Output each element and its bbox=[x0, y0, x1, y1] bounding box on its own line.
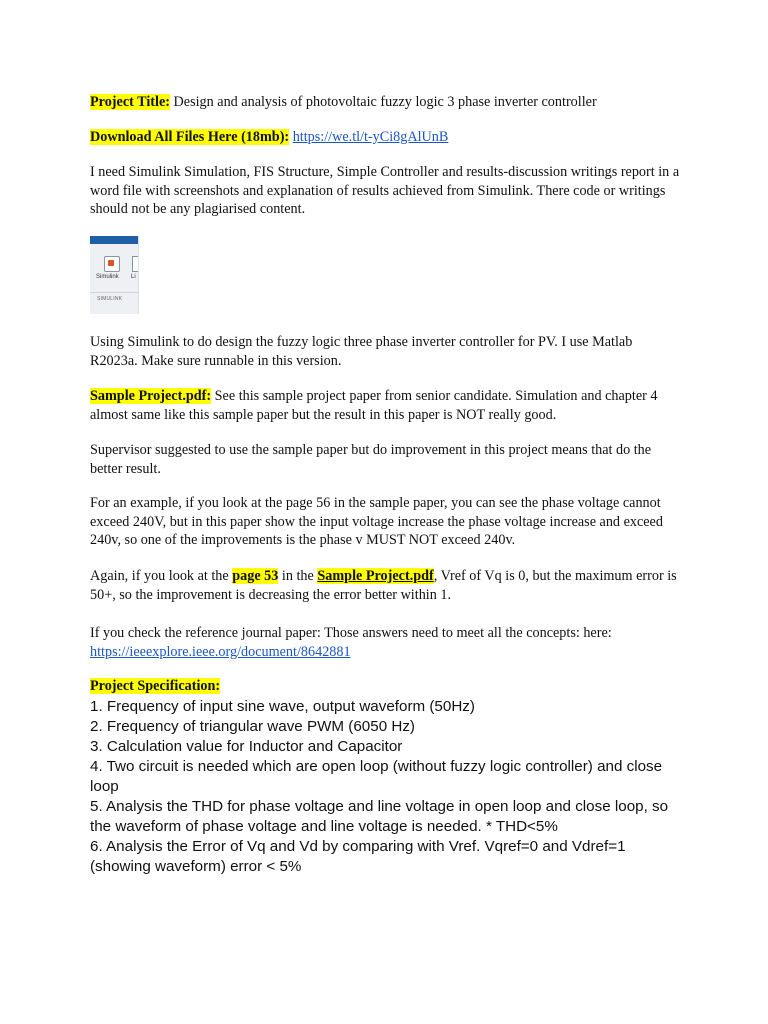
again-part3: , Vref of Vq is 0, but the maximum error is 50+, so the improvement is decreasing the error better within 1. bbox=[90, 568, 677, 603]
sample-project-paragraph bbox=[90, 387, 680, 424]
journal-text: If you check the reference journal paper: Those answers need to meet all the concepts: here: bbox=[90, 625, 612, 641]
simulink-button-label: Simulink bbox=[96, 274, 119, 280]
page-ref-highlight: page 53 bbox=[232, 568, 279, 584]
intro-paragraph: I need Simulink Simulation, FIS Structure, Simple Controller and results-discussion writings report in a word file with screenshots and explanation of results achieved from Simulink. There code or writings should not be any plagiarised content. bbox=[90, 164, 680, 217]
again-paragraph bbox=[90, 567, 680, 604]
library-button-label: Li bbox=[131, 274, 136, 280]
download-link[interactable]: https://we.tl/t-yCi8gAlUnB bbox=[292, 129, 449, 145]
journal-link[interactable]: https://ieeexplore.ieee.org/document/8642881 bbox=[90, 643, 351, 660]
simulink-toolbar-thumbnail bbox=[90, 236, 139, 314]
specification-section bbox=[90, 677, 680, 877]
specification-heading: Project Specification: bbox=[90, 678, 221, 694]
download-label: Download All Files Here (18mb): bbox=[90, 129, 290, 145]
sample-project-text: See this sample project paper from senior candidate. Simulation and chapter 4 almost same like this sample paper but the result in this paper is NOT really good. bbox=[90, 388, 658, 423]
toolbar-strip bbox=[90, 236, 138, 244]
again-part2: in the bbox=[278, 568, 318, 584]
spec-item: 2. Frequency of triangular wave PWM (6050 Hz) bbox=[90, 717, 415, 735]
spec-item: 4. Two circuit is needed which are open loop (without fuzzy logic controller) and close loop bbox=[90, 757, 663, 795]
download-line bbox=[90, 128, 680, 147]
spec-item: 3. Calculation value for Inductor and Capacitor bbox=[90, 737, 403, 755]
project-title-text: Design and analysis of photovoltaic fuzzy logic 3 phase inverter controller bbox=[169, 94, 597, 110]
project-title-label: Project Title: bbox=[90, 94, 170, 110]
journal-paragraph bbox=[90, 624, 680, 661]
supervisor-paragraph: Supervisor suggested to use the sample paper but do improvement in this project means that do the better result. bbox=[90, 442, 652, 477]
project-title-line bbox=[90, 93, 680, 112]
sample-project-label: Sample Project.pdf: bbox=[90, 388, 212, 404]
simulink-paragraph: Using Simulink to do design the fuzzy logic three phase inverter controller for PV. I use Matlab R2023a. Make sure runnable in this version. bbox=[90, 334, 633, 369]
sample-project-ref-highlight: Sample Project.pdf bbox=[317, 568, 434, 584]
specification-list bbox=[90, 697, 680, 877]
spec-item: 5. Analysis the THD for phase voltage and line voltage in open loop and close loop, so the waveform of phase voltage and line voltage is needed. * THD<5% bbox=[90, 797, 669, 835]
example-paragraph: For an example, if you look at the page 56 in the sample paper, you can see the phase voltage cannot exceed 240V, but in this paper show the input voltage increase the phase voltage increase and exceed 240v, so one of the improvements is the phase v MUST NOT exceed 240v. bbox=[90, 495, 663, 548]
again-part1: Again, if you look at the bbox=[90, 568, 233, 584]
library-icon bbox=[132, 256, 139, 272]
spec-item: 1. Frequency of input sine wave, output waveform (50Hz) bbox=[90, 697, 475, 715]
simulink-section-label: SIMULINK bbox=[97, 296, 123, 302]
spec-item: 6. Analysis the Error of Vq and Vd by comparing with Vref. Vqref=0 and Vdref=1 (showing waveform) error < 5% bbox=[90, 837, 626, 875]
simulink-icon bbox=[104, 256, 120, 272]
thumbnail-divider bbox=[90, 292, 138, 293]
